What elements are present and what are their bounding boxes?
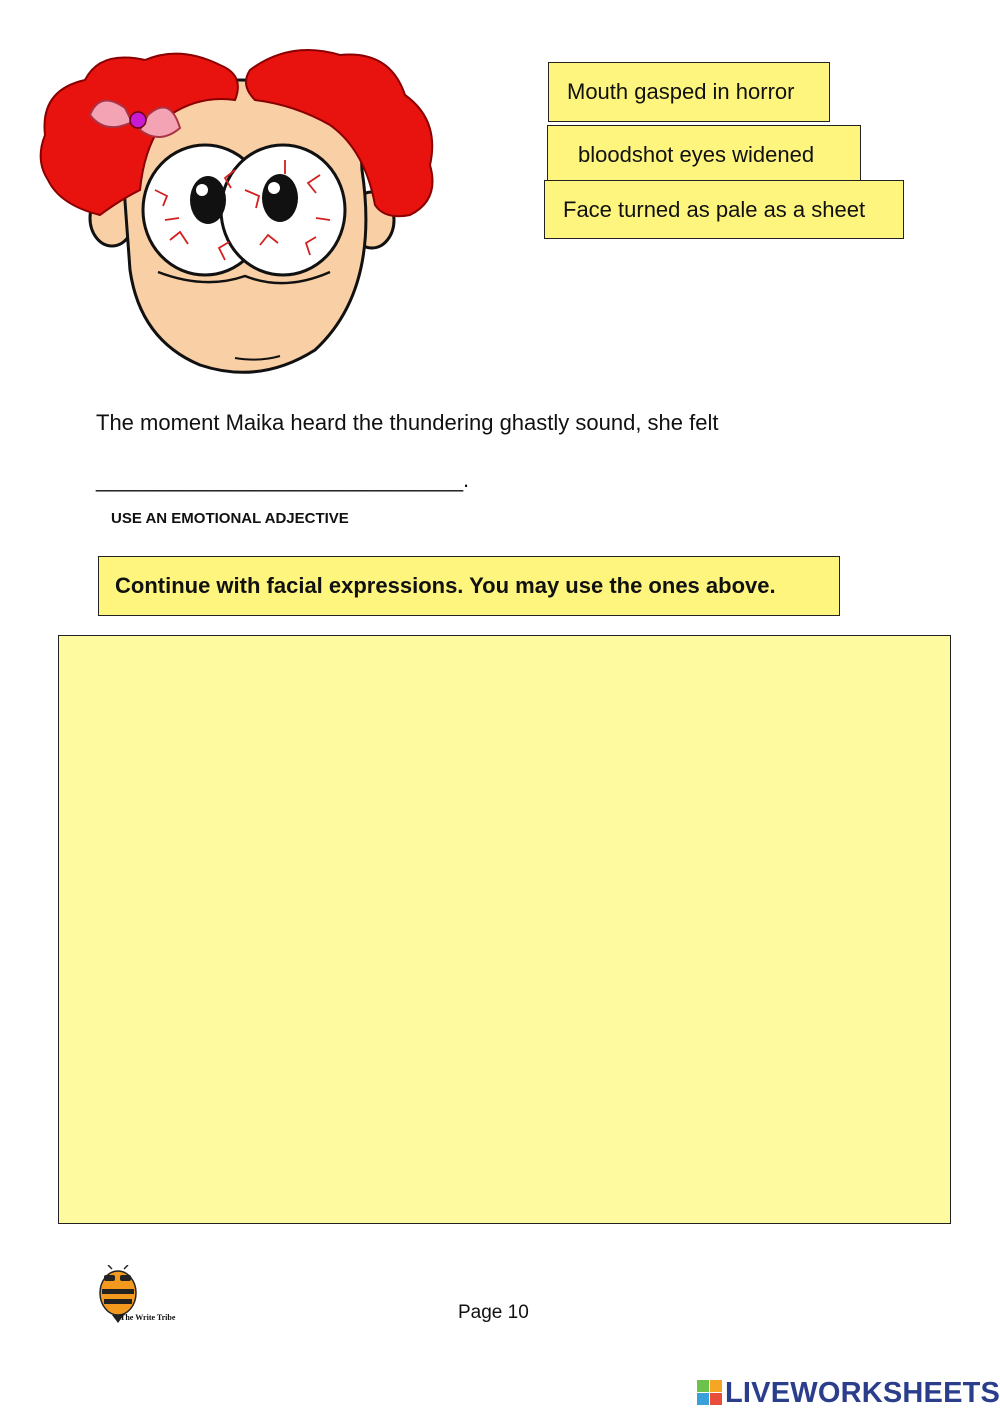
tile-face-pale[interactable]: Face turned as pale as a sheet bbox=[544, 180, 904, 239]
instruction-text: Continue with facial expressions. You may use the ones above. bbox=[115, 573, 776, 598]
answer-blank-line[interactable]: ______________________________. bbox=[96, 467, 470, 492]
liveworksheets-logo-icon bbox=[697, 1380, 723, 1406]
tile-bloodshot-eyes[interactable]: bloodshot eyes widened bbox=[547, 125, 861, 185]
answer-textarea[interactable] bbox=[59, 636, 950, 1223]
prompt-sentence: The moment Maika heard the thundering ghastly sound, she felt bbox=[96, 410, 719, 435]
scared-girl-face-illustration bbox=[30, 40, 450, 385]
liveworksheets-brand[interactable] bbox=[697, 1375, 1000, 1411]
bee-logo-text: The Write Tribe bbox=[120, 1313, 176, 1322]
answer-box bbox=[58, 635, 951, 1224]
page-number: Page 10 bbox=[458, 1302, 529, 1323]
tile-mouth-gasped[interactable]: Mouth gasped in horror bbox=[548, 62, 830, 122]
instruction-box bbox=[98, 556, 840, 616]
hint-label: USE AN EMOTIONAL ADJECTIVE bbox=[111, 510, 349, 527]
liveworksheets-wordmark: LIVEWORKSHEETS bbox=[725, 1376, 1000, 1409]
